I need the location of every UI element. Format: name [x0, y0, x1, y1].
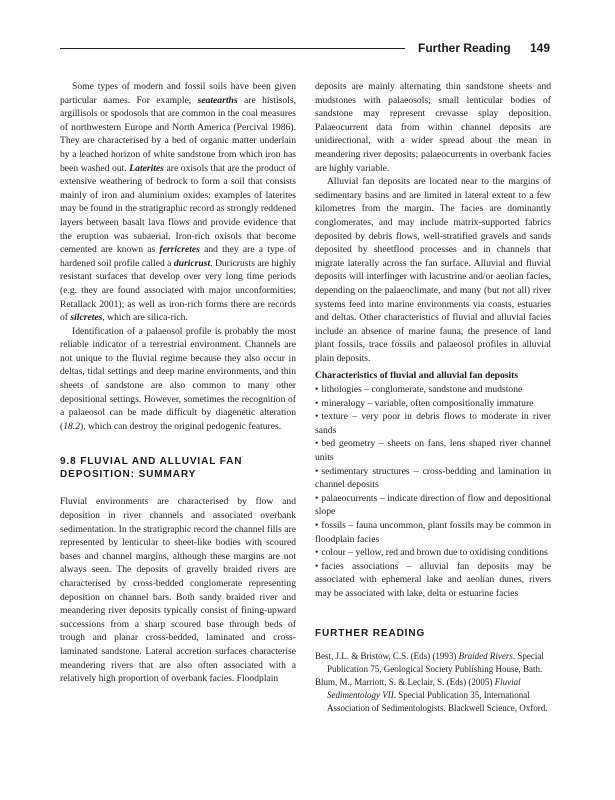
key-term: Laterites	[129, 162, 164, 174]
characteristic-item	[315, 519, 551, 546]
page-number: 149	[530, 41, 551, 55]
paragraph-floodplain-continued	[315, 80, 551, 175]
running-header-title: Further Reading	[418, 41, 511, 55]
bullet-icon: •	[315, 411, 319, 423]
text-run: deposits are mainly alternating thin sandstone sheets and mudstones with palaeosols; small lenticular bodies of sandstone may represent crevasse splay deposition. Palaeocurrent data from within channel deposits are unidirectional, with a wider spread about the mean in meandering river deposits; palaeocurrents in overbank facies are highly variable.	[315, 81, 551, 174]
section-heading-line: DEPOSITION: SUMMARY	[60, 469, 197, 481]
paragraph-fluvial-summary	[60, 495, 296, 685]
characteristic-item	[315, 397, 551, 411]
bullet-icon: •	[315, 465, 319, 477]
text-run: are oxisols that are the product of extensive weathering of bedrock to form a soil that consists mainly of iron and aluminium oxides: examples of laterites may be found in the stratigraphic record as strongly reddened layers between basalt lava flows and provide evidence that the eruption was subaerial. Iron-rich oxisols that become cemented are known as	[60, 162, 296, 256]
characteristic-item	[315, 437, 551, 464]
characteristic-item	[315, 546, 551, 560]
text-run: and they are a type of hardened soil profile called a	[60, 244, 296, 269]
characteristic-text: bed geometry – sheets on fans, lens shaped river channel units	[315, 438, 551, 464]
bullet-icon: •	[315, 492, 319, 504]
references-list	[315, 650, 551, 715]
characteristic-item	[315, 383, 551, 397]
characteristic-item	[315, 560, 551, 601]
characteristic-text: sedimentary structures – cross-bedding and lamination in channel deposits	[315, 465, 551, 491]
text-run: are histisols, argillisols or spodosols that are common in the coal measures of northwestern Europe and North America (Percival 1986). They are characterised by a bed of organic matter underlain by a leached horizon of white sandstone from which iron has been washed out.	[60, 94, 296, 174]
italic-text: Braided Rivers	[458, 650, 513, 661]
text-run: . Special Publication 35, International Association of Sedimentologists. Blackwell Science, Oxford.	[327, 689, 548, 713]
key-term: silcretes	[70, 312, 103, 324]
characteristic-text: palaeocurrents – indicate direction of flow and depositional slope	[315, 492, 551, 518]
text-run: Blum, M., Marriott, S. & Leclair, S. (Eds) (2005)	[315, 676, 495, 687]
characteristic-text: colour – yellow, red and brown due to oxidising conditions	[321, 547, 548, 559]
characteristic-text: mineralogy – variable, often compositionally immature	[321, 397, 534, 409]
characteristics-list	[315, 383, 551, 601]
text-run: Some types of modern and fossil soils have been given particular names. For example,	[60, 81, 296, 106]
paragraph-palaeosol-identification	[60, 325, 296, 434]
left-column	[60, 80, 296, 686]
characteristic-item	[315, 492, 551, 519]
bullet-icon: •	[315, 520, 319, 531]
reference-entry	[315, 650, 551, 676]
bullet-icon: •	[315, 547, 319, 559]
characteristic-text: fossils – fauna uncommon, plant fossils may be common in floodplain facies	[315, 520, 551, 545]
reference-entry	[315, 676, 551, 715]
further-reading-heading: FURTHER READING	[315, 627, 426, 639]
key-term: seatearths	[197, 94, 238, 106]
key-term: duricrust	[173, 257, 211, 269]
text-run: , which are silica-rich.	[102, 312, 188, 324]
text-run: . Special Publication 75, Geological Society Publishing House, Bath.	[327, 650, 544, 674]
characteristics-title: Characteristics of fluvial and alluvial fan deposits	[315, 370, 519, 382]
text-run: . Duricrusts are highly resistant surfaces that develop over very long time periods (e.g. they are found associated with major unconformities; Retallack 2001); as well as iron-rich forms there are records of	[60, 257, 297, 324]
key-term: ferricretes	[159, 244, 200, 256]
paragraph-alluvial-fan	[315, 175, 551, 365]
bullet-icon: •	[315, 560, 319, 572]
text-run: ), which can destroy the original pedogenic features.	[80, 420, 282, 432]
italic-text: 18.2	[63, 420, 80, 432]
characteristic-text: lithologies – conglomerate, sandstone and mudstone	[321, 384, 523, 396]
characteristic-item	[315, 410, 551, 437]
bullet-icon: •	[315, 438, 319, 450]
text-run: Alluvial fan deposits are located near to the margins of sedimentary basins and are limited in lateral extent to a few kilometres from the margin. The facies are dominantly conglomerates, and may include matrix-supported fabrics deposited by debris flows, well-stratified gravels and sands deposited by sheetflood processes and in channels that migrate laterally across the fan surface. Alluvial and fluvial deposits will interfinger with lacustrine and/or aeolian facies, depending on the palaeoclimate, and many (but not all) river systems feed into marine environments via coasts, estuaries and deltas. Other characteristics of fluvial and alluvial facies include an absence of marine fauna, the presence of land plant fossils, trace fossils and palaeosol profiles in alluvial plain deposits.	[315, 176, 551, 364]
characteristic-text: texture – very poor in debris flows to moderate in river sands	[315, 411, 551, 436]
section-heading-line: 9.8 FLUVIAL AND ALLUVIAL FAN	[60, 456, 243, 468]
characteristic-text: facies associations – alluvial fan deposits may be associated with ephemeral lake and aeolian dunes, rivers may be associated with lake, delta or estuarine facies	[315, 560, 551, 599]
text-run: Best, J.L. & Bristow, C.S. (Eds) (1993)	[315, 650, 459, 661]
text-run: Identification of a palaeosol profile is probably the most reliable indicator of a terrestrial environment. Channels are not unique to the fluvial regime because they also occur in deltas, tidal settings and deep marine environments, and thin sheets of sandstone are also common to many other depositional settings. However, sometimes the recognition of a palaeosol can be made difficult by diagenetic alteration (	[60, 325, 296, 432]
right-column	[315, 80, 551, 715]
bullet-icon: •	[315, 384, 319, 396]
bullet-icon: •	[315, 397, 319, 409]
section-heading-summary	[60, 455, 296, 481]
paragraph-soil-types	[60, 80, 296, 325]
italic-text: Fluvial Sedimentology VII	[327, 676, 521, 700]
characteristic-item	[315, 465, 551, 492]
text-run: Fluvial environments are characterised by flow and deposition in river channels and associated overbank sedimentation. In the stratigraphic record the channel fills are represented by lenticular to sheet-like bodies with scoured bases and channel margins, although these margins are not always seen. The deposits of gravelly braided rivers are characterised by cross-bedded conglomerate representing deposition on channel bars. Both sandy braided river and meandering river deposits typically consist of fining-upward successions from a sharp scoured base through beds of trough and planar cross-bedded, laminated and cross-laminated sandstone. Lateral accretion surfaces characterise meandering rivers that are also often associated with a relatively high proportion of overbank facies. Floodplain	[60, 496, 296, 685]
header-rule	[60, 48, 405, 49]
